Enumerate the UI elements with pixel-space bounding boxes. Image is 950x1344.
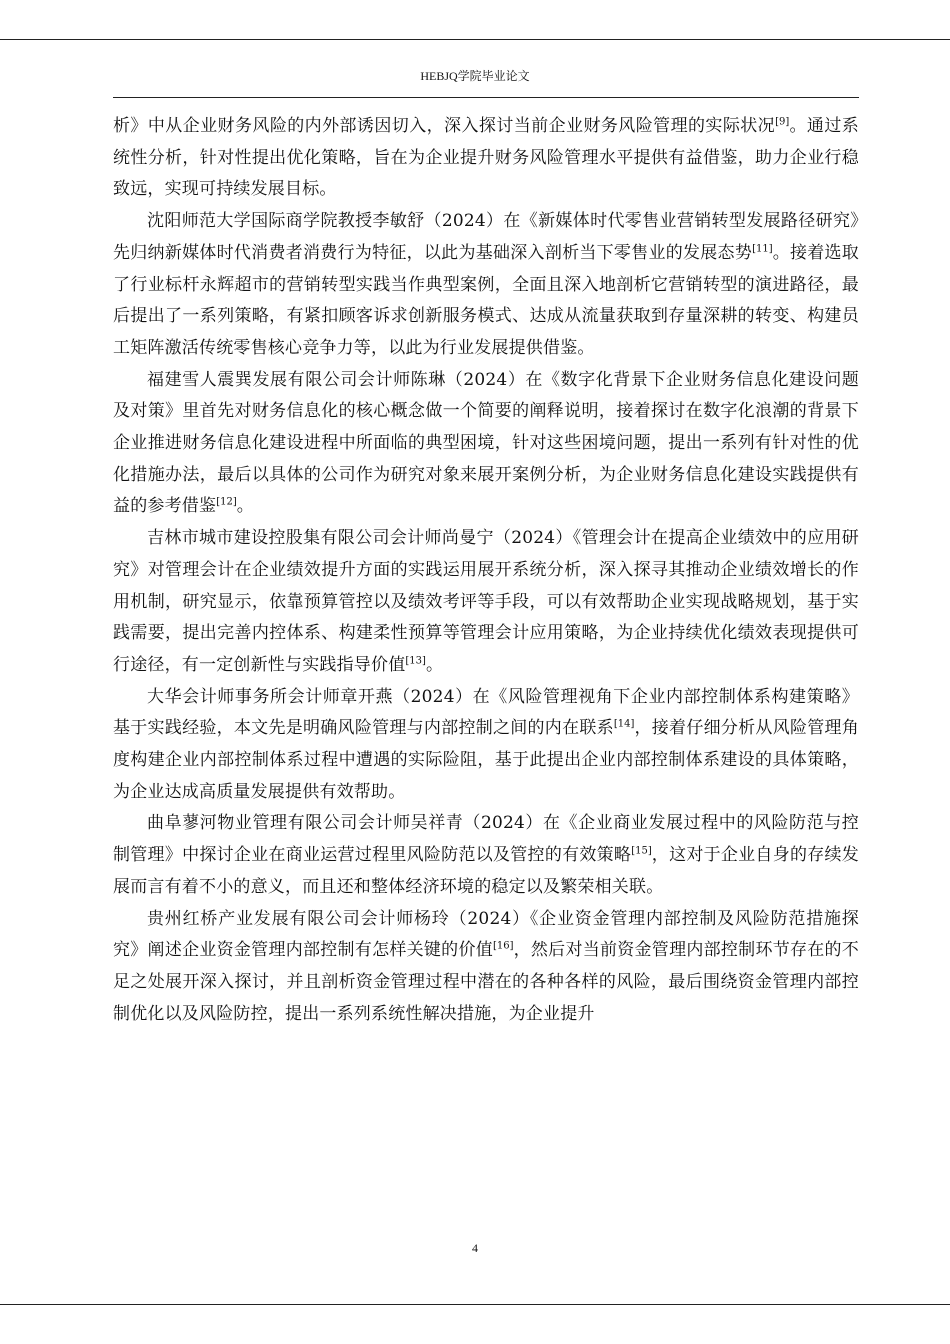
header-rule: [113, 97, 859, 98]
paragraph-text: 大华会计师事务所会计师章开燕（2024）在《风险管理视角下企业内部控制体系构建策略》基于实践经验，本文先是明确风险管理与内部控制之间的内在联系: [113, 686, 859, 739]
paragraph-6: [113, 808, 859, 903]
paragraph-text-tail: 。: [236, 496, 254, 517]
citation-marker: [16]: [493, 940, 514, 952]
paragraph-text: 析》中从企业财务风险的内外部诱因切入，深入探讨当前企业财务风险管理的实际状况: [113, 116, 776, 136]
citation-marker: [14]: [613, 718, 635, 730]
paragraph-7: [113, 904, 859, 1031]
paragraph-text-tail: 。通过系统性分析，针对性提出优化策略，旨在为企业提升财务风险管理水平提供有益借鉴，助力企业行稳致远，实现可持续发展目标。: [113, 116, 859, 200]
paragraph-text: 吉林市城市建设控股集有限公司会计师尚曼宁（2024）《管理会计在提高企业绩效中的应用研究》对管理会计在企业绩效提升方面的实践运用展开系统分析，深入探寻其推动企业绩效增长的作用机制，研究显示，依靠预算管控以及绩效考评等手段，可以有效帮助企业实现战略规划，基于实践需要，提出完善内控体系、构建柔性预算等管理会计应用策略，为企业持续优化绩效表现提供可行途径，有一定创新性与实践指导价值: [113, 528, 859, 675]
top-page-edge-line: [0, 39, 950, 40]
bottom-page-edge-line: [0, 1304, 950, 1305]
citation-marker: [11]: [752, 243, 773, 255]
body-text: [113, 111, 859, 1030]
paragraph-1: [113, 111, 859, 206]
paragraph-3: [113, 365, 859, 524]
paragraph-text-tail: ，然后对当前资金管理内部控制环节存在的不足之处展开深入探讨，并且剖析资金管理过程中潜在的各种各样的风险，最后围绕资金管理内部控制优化以及风险防控，提出一系列系统性解决措施，为企业提升: [113, 940, 860, 1024]
citation-marker: [15]: [631, 845, 652, 857]
citation-marker: [12]: [216, 496, 237, 508]
paragraph-4: [113, 523, 859, 682]
paragraph-text: 沈阳师范大学国际商学院教授李敏舒（2024）在《新媒体时代零售业营销转型发展路径研究》先归纳新媒体时代消费者消费行为特征，以此为基础深入剖析当下零售业的发展态势: [113, 211, 859, 263]
paragraph-text: 曲阜蓼河物业管理有限公司会计师吴祥青（2024）在《企业商业发展过程中的风险防范与控制管理》中探讨企业在商业运营过程里风险防范以及管控的有效策略: [113, 813, 859, 866]
citation-marker: [9]: [775, 116, 790, 128]
paragraph-text-tail: 。: [425, 654, 444, 675]
paragraph-5: [113, 682, 859, 809]
running-header: HEBJQ学院毕业论文: [420, 69, 530, 83]
paragraph-2: [113, 206, 859, 365]
paragraph-text-tail: ，接着仔细分析从风险管理角度构建企业内部控制体系过程中遭遇的实际险阻，基于此提出企业内部控制体系建设的具体策略，为企业达成高质量发展提供有效帮助。: [113, 718, 859, 802]
paragraph-text-tail: 。接着选取了行业标杆永辉超市的营销转型实践当作典型案例，全面且深入地剖析它营销转型的演进路径，最后提出了一系列策略，有紧扣顾客诉求创新服务模式、达成从流量获取到存量深耕的转变、构建员工矩阵激活传统零售核心竞争力等，以此为行业发展提供借鉴。: [113, 242, 860, 358]
citation-marker: [13]: [405, 655, 426, 667]
paragraph-text: 福建雪人震巽发展有限公司会计师陈琳（2024）在《数字化背景下企业财务信息化建设问题及对策》里首先对财务信息化的核心概念做一个简要的阐释说明，接着探讨在数字化浪潮的背景下企业推进财务信息化建设进程中所面临的典型困境，针对这些困境问题，提出一系列有针对性的优化措施办法，最后以具体的公司作为研究对象来展开案例分析，为企业财务信息化建设实践提供有益的参考借鉴: [113, 369, 859, 517]
paragraph-text-tail: ，这对于企业自身的存续发展而言有着不小的意义，而且还和整体经济环境的稳定以及繁荣相关联。: [113, 845, 859, 897]
paragraph-text: 贵州红桥产业发展有限公司会计师杨玲（2024）《企业资金管理内部控制及风险防范措施探究》阐述企业资金管理内部控制有怎样关键的价值: [113, 908, 859, 961]
page-number: 4: [472, 1241, 478, 1255]
